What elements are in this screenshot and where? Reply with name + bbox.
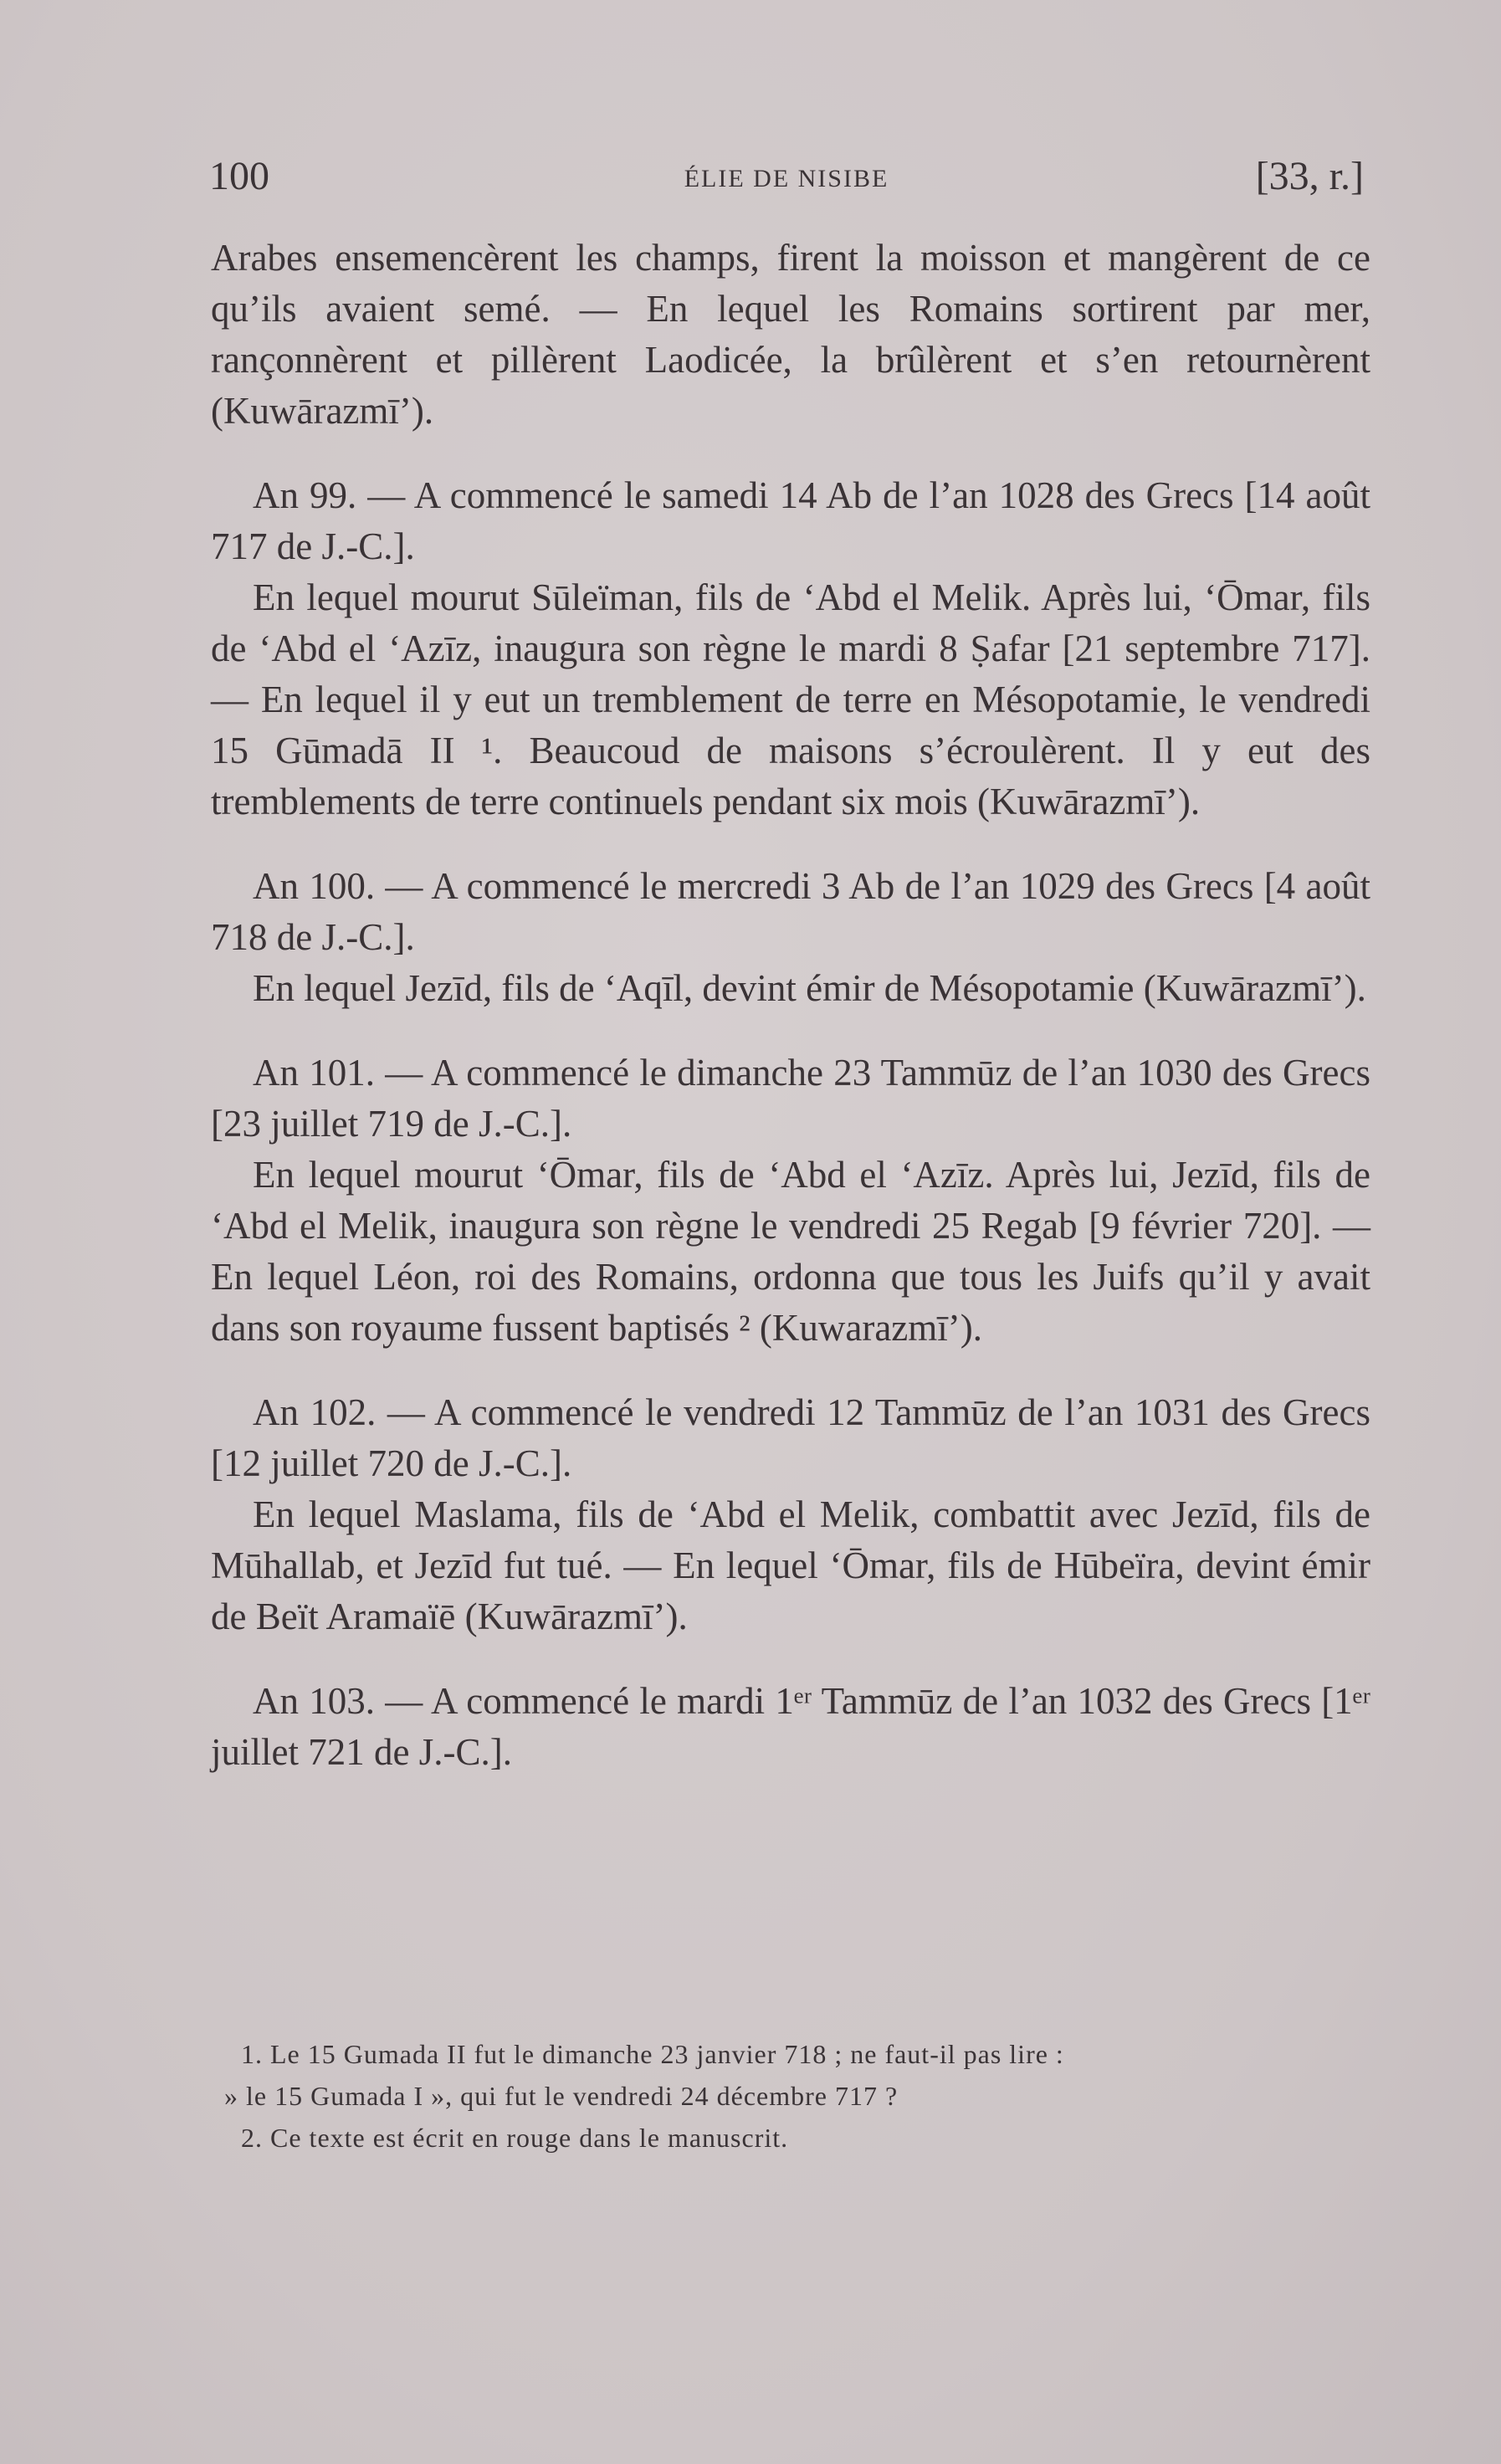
- paragraph-continuation: Arabes ensemencèrent les champs, firent la moisson et mangèrent de ce qu’ils avaient semé. — En lequel les Romains sortirent par mer, rançonnèrent et pillèrent Laodicée, la brûlèrent et s’en retournèrent (Kuwārazmī’).: [211, 237, 1370, 432]
- footnote-1-continuation: » le 15 Gumada I », qui fut le vendredi 24 décembre 717 ?: [224, 2081, 899, 2111]
- paragraph-102-events: En lequel Maslama, fils de ‘Abd el Melik, combattit avec Jezīd, fils de Mūhallab, et Jezīd fut tué. — En lequel ‘Ōmar, fils de Hūbeïra, devint émir de Beït Aramaïē (Kuwārazmī’).: [211, 1493, 1370, 1637]
- year-entry-99: An 99. — A commencé le samedi 14 Ab de l’an 1028 des Grecs [14 août 717 de J.-C.].: [211, 474, 1370, 567]
- year-entry-101: An 101. — A commencé le dimanche 23 Tammūz de l’an 1030 des Grecs [23 juillet 719 de J.-C.].: [211, 1052, 1370, 1145]
- page-number: 100: [209, 154, 269, 198]
- main-text: [211, 233, 1370, 1778]
- footnotes: [224, 2033, 1370, 2159]
- paragraph-101-events: En lequel mourut ‘Ōmar, fils de ‘Abd el ‘Azīz. Après lui, Jezīd, fils de ‘Abd el Melik, inaugura son règne le vendredi 25 Regab [9 février 720]. — En lequel Léon, roi des Romains, ordonna que tous les Juifs qu’il y avait dans son royaume fussent baptisés ² (Kuwarazmī’).: [211, 1154, 1370, 1349]
- year-entry-102: An 102. — A commencé le vendredi 12 Tammūz de l’an 1031 des Grecs [12 juillet 720 de J.-C.].: [211, 1391, 1370, 1484]
- year-entry-103: An 103. — A commencé le mardi 1ᵉʳ Tammūz de l’an 1032 des Grecs [1ᵉʳ juillet 721 de J.-C.].: [211, 1680, 1370, 1773]
- year-entry-100: An 100. — A commencé le mercredi 3 Ab de l’an 1029 des Grecs [4 août 718 de J.-C.].: [211, 865, 1370, 958]
- paragraph-99-events: En lequel mourut Sūleïman, fils de ‘Abd el Melik. Après lui, ‘Ōmar, fils de ‘Abd el ‘Azīz, inaugura son règne le mardi 8 Ṣafar [21 septembre 717]. — En lequel il y eut un tremblement de terre en Mésopotamie, le vendredi 15 Gūmadā II ¹. Beaucoud de maisons s’écroulèrent. Il y eut des tremblements de terre continuels pendant six mois (Kuwārazmī’).: [211, 576, 1370, 822]
- paragraph-100-events: En lequel Jezīd, fils de ‘Aqīl, devint émir de Mésopotamie (Kuwārazmī’).: [253, 967, 1366, 1009]
- running-title: ÉLIE DE NISIBE: [684, 165, 889, 192]
- folio-reference: [33, r.]: [1255, 154, 1364, 198]
- running-header: [209, 153, 1364, 203]
- footnote-2: 2. Ce texte est écrit en rouge dans le manuscrit.: [241, 2123, 789, 2153]
- footnote-1: 1. Le 15 Gumada II fut le dimanche 23 janvier 718 ; ne faut-il pas lire :: [241, 2039, 1064, 2069]
